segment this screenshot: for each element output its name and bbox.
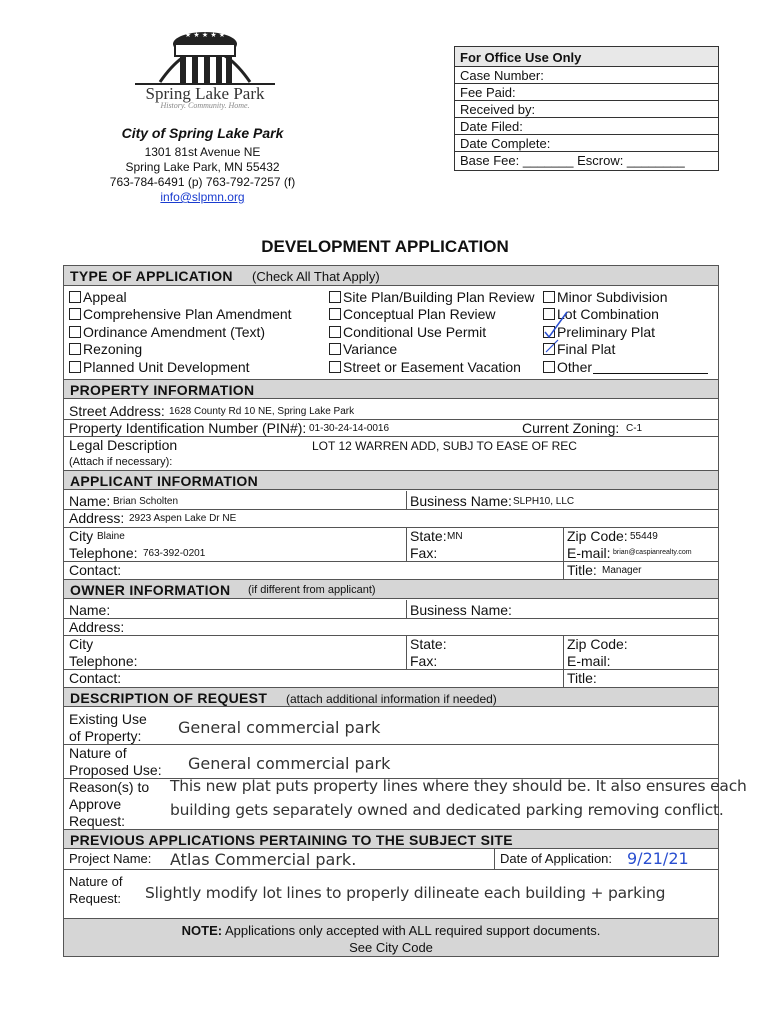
legal-label: Legal Description (69, 437, 178, 453)
checkbox-other[interactable] (543, 361, 555, 373)
city-name: City of Spring Lake Park (121, 125, 284, 141)
applicant-name-label: Name: (69, 493, 111, 509)
option-label: Site Plan/Building Plan Review (343, 289, 535, 305)
property-section-header (64, 379, 718, 399)
option-label: Final Plat (557, 341, 616, 357)
city-email[interactable] (90, 190, 315, 204)
option-label: Conceptual Plan Review (343, 306, 496, 322)
applicant-zip-label: Zip Code: (567, 528, 628, 544)
note-text: Applications only accepted with ALL required support documents. (225, 923, 601, 938)
office-title: For Office Use Only (455, 47, 718, 67)
existing-use-label: of Property: (69, 728, 142, 744)
project-name-label: Project Name: (69, 851, 152, 866)
reason-label: Reason(s) to (69, 779, 150, 795)
checkbox-vacation[interactable] (329, 361, 341, 373)
page-title: DEVELOPMENT APPLICATION (261, 237, 509, 256)
application-date-label: Date of Application: (500, 851, 613, 866)
reason-label: Request: (69, 813, 126, 829)
checkbox-final-plat[interactable] (543, 343, 555, 355)
applicant-state-label: State: (410, 528, 447, 544)
office-use-box (454, 46, 719, 171)
street-label: Street Address: (69, 403, 165, 419)
owner-fax-label: Fax: (410, 653, 438, 669)
option-label: Comprehensive Plan Amendment (83, 306, 292, 322)
checkbox-pud[interactable] (69, 361, 81, 373)
property-heading: PROPERTY INFORMATION (70, 382, 255, 398)
previous-heading: PREVIOUS APPLICATIONS PERTAINING TO THE SUBJECT SITE (70, 832, 513, 848)
checkbox-ordinance-amendment[interactable] (69, 326, 81, 338)
existing-use-value[interactable]: General commercial park (178, 718, 381, 737)
applicant-heading: APPLICANT INFORMATION (70, 473, 259, 489)
application-date-value[interactable]: 9/21/21 (627, 849, 689, 868)
applicant-business-label: Business Name: (410, 493, 512, 509)
office-row: Case Number: (455, 67, 718, 84)
option-label: Rezoning (83, 341, 143, 357)
zoning-label: Current Zoning: (522, 420, 620, 436)
option-label: Appeal (83, 289, 127, 305)
pin-value[interactable]: 01-30-24-14-0016 (309, 423, 390, 434)
option-label: Minor Subdivision (557, 289, 668, 305)
applicant-title-label: Title: (567, 562, 597, 578)
row-divider (64, 669, 718, 670)
applicant-phone[interactable]: 763-392-0201 (143, 548, 206, 559)
row-divider (64, 509, 718, 510)
applicant-state[interactable]: MN (447, 531, 463, 542)
applicant-email-label: E-mail: (567, 545, 611, 561)
option-label: Ordinance Amendment (Text) (83, 324, 266, 340)
owner-note: (if different from applicant) (248, 584, 376, 596)
owner-city-label: City (69, 636, 94, 652)
note-text-2: See City Code (349, 940, 433, 955)
other-underline (593, 373, 708, 374)
footer-note (64, 918, 718, 956)
logo-tagline: History. Community. Home. (160, 101, 250, 110)
street-value[interactable]: 1628 County Rd 10 NE, Spring Lake Park (169, 406, 355, 417)
owner-zip-label: Zip Code: (567, 636, 628, 652)
owner-title-label: Title: (567, 670, 597, 686)
reason-line-2[interactable]: building gets separately owned and dedicated parking removing conflict. (170, 801, 724, 819)
col-divider (494, 849, 495, 869)
applicant-address[interactable]: 2923 Aspen Lake Dr NE (129, 513, 237, 524)
proposed-use-value[interactable]: General commercial park (188, 754, 391, 773)
owner-heading: OWNER INFORMATION (70, 582, 231, 598)
proposed-use-label: Proposed Use: (69, 762, 162, 778)
email-link[interactable]: info@slpmn.org (160, 190, 245, 204)
row-divider (64, 618, 718, 619)
option-label: Conditional Use Permit (343, 324, 487, 340)
applicant-section-header (64, 470, 718, 490)
applicant-title[interactable]: Manager (602, 565, 642, 576)
proposed-use-label: Nature of (69, 745, 127, 761)
type-note: (Check All That Apply) (252, 269, 380, 284)
type-section-header (64, 266, 718, 286)
option-label: Other (557, 359, 593, 375)
checkbox-appeal[interactable] (69, 291, 81, 303)
applicant-zip[interactable]: 55449 (630, 531, 658, 542)
nature-label: Nature of (69, 874, 123, 889)
note-label: NOTE: (181, 923, 223, 938)
office-row: Fee Paid: (455, 84, 718, 101)
city-address-line1: 1301 81st Avenue NE (144, 145, 261, 159)
applicant-business[interactable]: SLPH10, LLC (513, 496, 575, 507)
option-label: Lot Combination (557, 306, 659, 322)
col-divider (406, 527, 407, 561)
reason-label: Approve (69, 796, 122, 812)
city-phones: 763-784-6491 (p) 763-792-7257 (f) (109, 175, 296, 189)
existing-use-label: Existing Use (69, 711, 147, 727)
col-divider (406, 635, 407, 669)
owner-name-label: Name: (69, 602, 111, 618)
checkbox-rezoning[interactable] (69, 343, 81, 355)
svg-text:★ ★ ★ ★ ★: ★ ★ ★ ★ ★ (184, 31, 226, 39)
zoning-value[interactable]: C-1 (626, 423, 643, 434)
applicant-city[interactable]: Blaine (97, 531, 125, 542)
option-label: Street or Easement Vacation (343, 359, 521, 375)
reason-line-1[interactable]: This new plat puts property lines where they should be. It also ensures each (170, 777, 747, 795)
applicant-city-label: City (69, 528, 94, 544)
owner-business-label: Business Name: (410, 602, 512, 618)
owner-contact-label: Contact: (69, 670, 122, 686)
owner-email-label: E-mail: (567, 653, 611, 669)
option-label: Variance (343, 341, 398, 357)
nature-label: Request: (69, 891, 122, 906)
city-address-line2: Spring Lake Park, MN 55432 (125, 160, 280, 174)
pin-label: Property Identification Number (PIN#): (69, 420, 307, 436)
owner-address-label: Address: (69, 619, 125, 635)
checkbox-variance[interactable] (329, 343, 341, 355)
owner-state-label: State: (410, 636, 447, 652)
previous-section-header (64, 829, 718, 849)
col-divider (563, 635, 564, 687)
applicant-name[interactable]: Brian Scholten (113, 496, 179, 507)
legal-value[interactable]: LOT 12 WARREN ADD, SUBJ TO EASE OF REC (312, 439, 577, 453)
col-divider (406, 491, 407, 509)
description-section-header (64, 687, 718, 707)
option-label: Planned Unit Development (83, 359, 250, 375)
owner-section-header (64, 579, 718, 599)
owner-phone-label: Telephone: (69, 653, 138, 669)
row-divider (64, 869, 718, 870)
checkbox-conditional-use[interactable] (329, 326, 341, 338)
office-row: Date Complete: (455, 135, 718, 152)
nature-value[interactable]: Slightly modify lot lines to properly dilineate each building + parking (145, 884, 666, 902)
applicant-fax-label: Fax: (410, 545, 438, 561)
type-heading: TYPE OF APPLICATION (70, 268, 233, 284)
checkbox-minor-subdivision[interactable] (543, 291, 555, 303)
logo-name: Spring Lake Park (145, 84, 265, 103)
checkbox-conceptual-plan[interactable] (329, 308, 341, 320)
option-label: Preliminary Plat (557, 324, 656, 340)
col-divider (406, 600, 407, 618)
description-note: (attach additional information if needed) (286, 692, 497, 706)
legal-note: (Attach if necessary): (69, 456, 173, 468)
applicant-email[interactable]: brian@caspianrealty.com (613, 549, 692, 556)
row-divider (64, 561, 718, 562)
checkbox-site-plan[interactable] (329, 291, 341, 303)
project-name-value[interactable]: Atlas Commercial park. (170, 850, 357, 869)
row-divider (64, 744, 718, 745)
applicant-contact-label: Contact: (69, 562, 122, 578)
checkbox-comprehensive-plan[interactable] (69, 308, 81, 320)
applicant-address-label: Address: (69, 510, 125, 526)
col-divider (563, 527, 564, 579)
description-heading: DESCRIPTION OF REQUEST (70, 690, 268, 706)
office-row: Base Fee: _______ Escrow: ________ (460, 153, 685, 168)
applicant-phone-label: Telephone: (69, 545, 138, 561)
office-row: Date Filed: (455, 118, 718, 135)
office-row: Received by: (455, 101, 718, 118)
